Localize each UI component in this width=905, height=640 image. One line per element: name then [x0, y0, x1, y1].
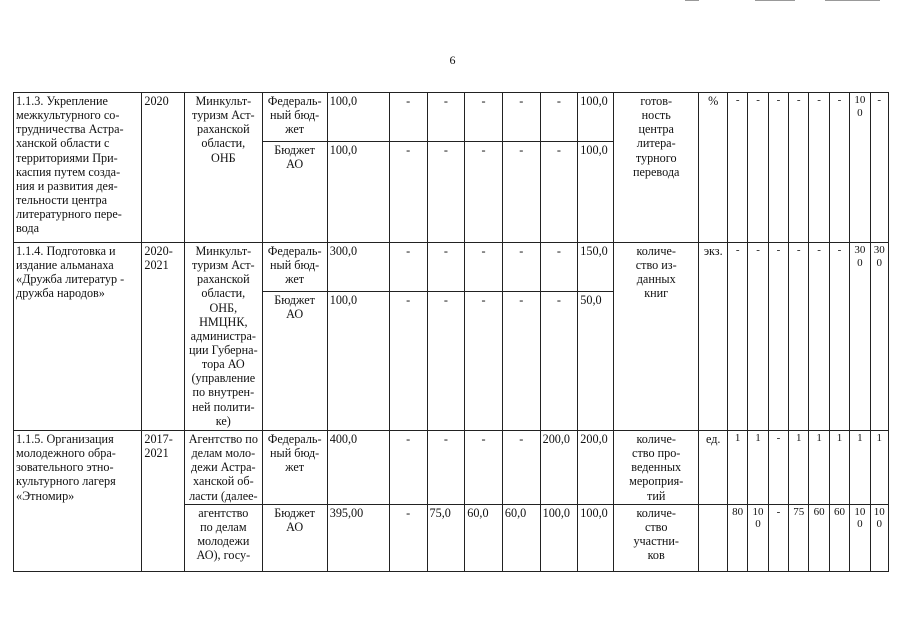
year-amount-cell: -: [389, 431, 427, 505]
indicator-value-cell: 300: [850, 243, 870, 431]
indicator-cell: количе- ство про- веденных мероприя- тий: [613, 431, 699, 505]
indicator-value-cell: -: [748, 93, 768, 243]
indicator-value-cell: 100: [748, 504, 768, 571]
year-amount-cell: -: [389, 93, 427, 142]
year-amount-cell: 75,0: [427, 504, 465, 571]
year-amount-cell: -: [427, 142, 465, 243]
year-amount-cell: 200,0: [578, 431, 614, 505]
funding-source-cell: Бюджет АО: [262, 292, 327, 431]
indicator-cell: количе- ство из- данных книг: [613, 243, 699, 431]
funding-source-cell: Федераль- ный бюд- жет: [262, 243, 327, 292]
total-amount-cell: 400,0: [327, 431, 389, 505]
total-amount-cell: 100,0: [327, 142, 389, 243]
year-amount-cell: -: [465, 243, 503, 292]
years-cell: 2020- 2021: [142, 243, 185, 431]
indicator-value-cell: -: [829, 243, 849, 431]
indicator-value-cell: 100: [870, 504, 888, 571]
indicator-value-cell: 1: [789, 431, 809, 505]
year-amount-cell: -: [502, 243, 540, 292]
total-amount-cell: 395,00: [327, 504, 389, 571]
funding-source-cell: Федераль- ный бюд- жет: [262, 431, 327, 505]
program-measures-table: [13, 92, 889, 572]
year-amount-cell: -: [540, 93, 578, 142]
indicator-value-cell: -: [768, 504, 788, 571]
indicator-cell: готов- ность центра литера- турного перевода: [613, 93, 699, 243]
total-amount-cell: 300,0: [327, 243, 389, 292]
indicator-value-cell: 1: [748, 431, 768, 505]
years-cell: 2020: [142, 93, 185, 243]
indicator-value-cell: -: [870, 93, 888, 243]
executor-cell: Агентство по делам моло- дежи Астра- ханской об- ласти (далее-: [185, 431, 262, 505]
scan-artifact-marks: [685, 0, 885, 4]
table-row: [14, 93, 889, 142]
year-amount-cell: 150,0: [578, 243, 614, 292]
indicator-value-cell: 1: [728, 431, 748, 505]
year-amount-cell: -: [502, 431, 540, 505]
year-amount-cell: -: [465, 142, 503, 243]
unit-cell: экз.: [699, 243, 728, 431]
year-amount-cell: 60,0: [465, 504, 503, 571]
year-amount-cell: 50,0: [578, 292, 614, 431]
indicator-value-cell: -: [728, 93, 748, 243]
page-number: 6: [449, 53, 456, 67]
years-cell: 2017- 2021: [142, 431, 185, 572]
year-amount-cell: -: [465, 292, 503, 431]
indicator-value-cell: 60: [809, 504, 829, 571]
year-amount-cell: 100,0: [578, 504, 614, 571]
year-amount-cell: 100,0: [578, 142, 614, 243]
task-name-cell: 1.1.5. Организация молодежного обра- зовательного этно- культурного лагеря «Этномир»: [14, 431, 142, 572]
indicator-value-cell: 100: [850, 504, 870, 571]
table-row: [14, 243, 889, 292]
year-amount-cell: -: [427, 243, 465, 292]
year-amount-cell: -: [540, 243, 578, 292]
indicator-value-cell: -: [768, 93, 788, 243]
year-amount-cell: -: [465, 431, 503, 505]
year-amount-cell: 60,0: [502, 504, 540, 571]
total-amount-cell: 100,0: [327, 292, 389, 431]
year-amount-cell: -: [502, 93, 540, 142]
indicator-value-cell: -: [789, 243, 809, 431]
year-amount-cell: -: [465, 93, 503, 142]
year-amount-cell: -: [502, 292, 540, 431]
year-amount-cell: -: [389, 292, 427, 431]
indicator-value-cell: 60: [829, 504, 849, 571]
year-amount-cell: -: [540, 142, 578, 243]
year-amount-cell: -: [502, 142, 540, 243]
year-amount-cell: -: [427, 431, 465, 505]
indicator-value-cell: -: [768, 243, 788, 431]
indicator-value-cell: 75: [789, 504, 809, 571]
total-amount-cell: 100,0: [327, 93, 389, 142]
indicator-value-cell: 80: [728, 504, 748, 571]
indicator-value-cell: 300: [870, 243, 888, 431]
indicator-value-cell: -: [768, 431, 788, 505]
year-amount-cell: 100,0: [540, 504, 578, 571]
table-row: [14, 431, 889, 505]
year-amount-cell: -: [427, 93, 465, 142]
funding-source-cell: Бюджет АО: [262, 142, 327, 243]
year-amount-cell: -: [540, 292, 578, 431]
indicator-value-cell: 100: [850, 93, 870, 243]
year-amount-cell: 200,0: [540, 431, 578, 505]
year-amount-cell: 100,0: [578, 93, 614, 142]
unit-cell: [699, 504, 728, 571]
funding-source-cell: Бюджет АО: [262, 504, 327, 571]
executor-cell: Минкульт- туризм Аст- раханской области, ОНБ: [185, 93, 262, 243]
indicator-value-cell: -: [809, 243, 829, 431]
year-amount-cell: -: [389, 243, 427, 292]
task-name-cell: 1.1.3. Укрепление межкультурного со- трудничества Астра- ханской области с территориями При- каспия путем созда- ния и развития дея- тельности центра литературного пере- вода: [14, 93, 142, 243]
indicator-value-cell: 1: [870, 431, 888, 505]
executor-cell-continued: агентство по делам молодежи АО), госу-: [185, 504, 262, 571]
indicator-value-cell: -: [809, 93, 829, 243]
unit-cell: %: [699, 93, 728, 243]
year-amount-cell: -: [389, 142, 427, 243]
year-amount-cell: -: [427, 292, 465, 431]
funding-source-cell: Федераль- ный бюд- жет: [262, 93, 327, 142]
indicator-value-cell: -: [789, 93, 809, 243]
year-amount-cell: -: [389, 504, 427, 571]
task-name-cell: 1.1.4. Подготовка и издание альманаха «Дружба литератур - дружба народов»: [14, 243, 142, 431]
indicator-value-cell: -: [728, 243, 748, 431]
indicator-value-cell: 1: [829, 431, 849, 505]
unit-cell: ед.: [699, 431, 728, 505]
indicator-value-cell: -: [748, 243, 768, 431]
executor-cell: Минкульт- туризм Аст- раханской области, ОНБ, НМЦНК, администра- ции Губерна- тора АО (управление по внутрен- ней полити- ке): [185, 243, 262, 431]
indicator-cell: количе- ство участни- ков: [613, 504, 699, 571]
indicator-value-cell: -: [829, 93, 849, 243]
indicator-value-cell: 1: [809, 431, 829, 505]
indicator-value-cell: 1: [850, 431, 870, 505]
